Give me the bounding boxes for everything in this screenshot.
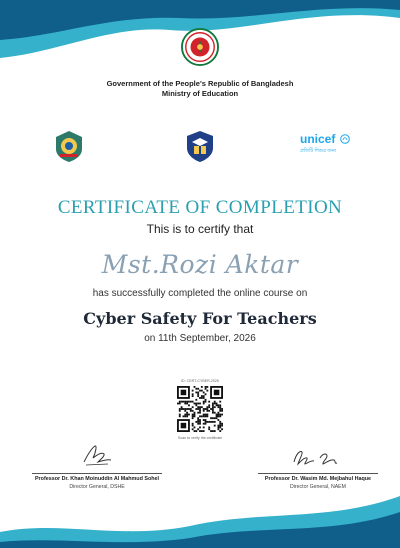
signatory-name-right: Professor Dr. Wasim Md. Mejbahul Haque [264,476,372,482]
dshe-emblem-icon [52,129,86,163]
unicef-logo [300,130,360,156]
qr-bottom-text: Scan to verify the certificate [177,436,223,440]
certify-line: This is to certify that [146,222,254,236]
signatory-title-right: Director General, NAEM [290,484,346,490]
completed-line: has successfully completed the online course on [92,288,308,299]
unicef-globe-icon [340,134,350,144]
recipient-name: Mst.Rozi Aktar [101,250,299,279]
signature-line-left [32,473,162,474]
ministry-name: Ministry of Education [161,89,239,98]
unicef-wordmark: unicef [300,132,336,146]
signatory-name-left: Professor Dr. Khan Moinuddin Al Mahmud Sohel [34,476,160,482]
signatory-title-left: Director General, DSHE [69,484,125,490]
bangladesh-seal-icon [181,28,219,66]
qr-top-text: ID: CERT-CYBER-2026 [181,379,219,383]
course-name: Cyber Safety For Teachers [83,309,317,328]
signature-right [290,444,342,470]
naem-emblem-icon [184,129,216,163]
qr-code[interactable] [177,386,223,432]
signature-left [80,440,114,470]
government-header [0,79,400,99]
completion-date: on 11th September, 2026 [144,333,256,344]
unicef-tagline: প্রতিটি শিশুর জন্য [300,148,337,154]
signature-line-right [258,473,378,474]
certificate-title: CERTIFICATE OF COMPLETION [57,197,343,218]
government-name: Government of the People's Republic of Bangladesh [106,79,294,88]
